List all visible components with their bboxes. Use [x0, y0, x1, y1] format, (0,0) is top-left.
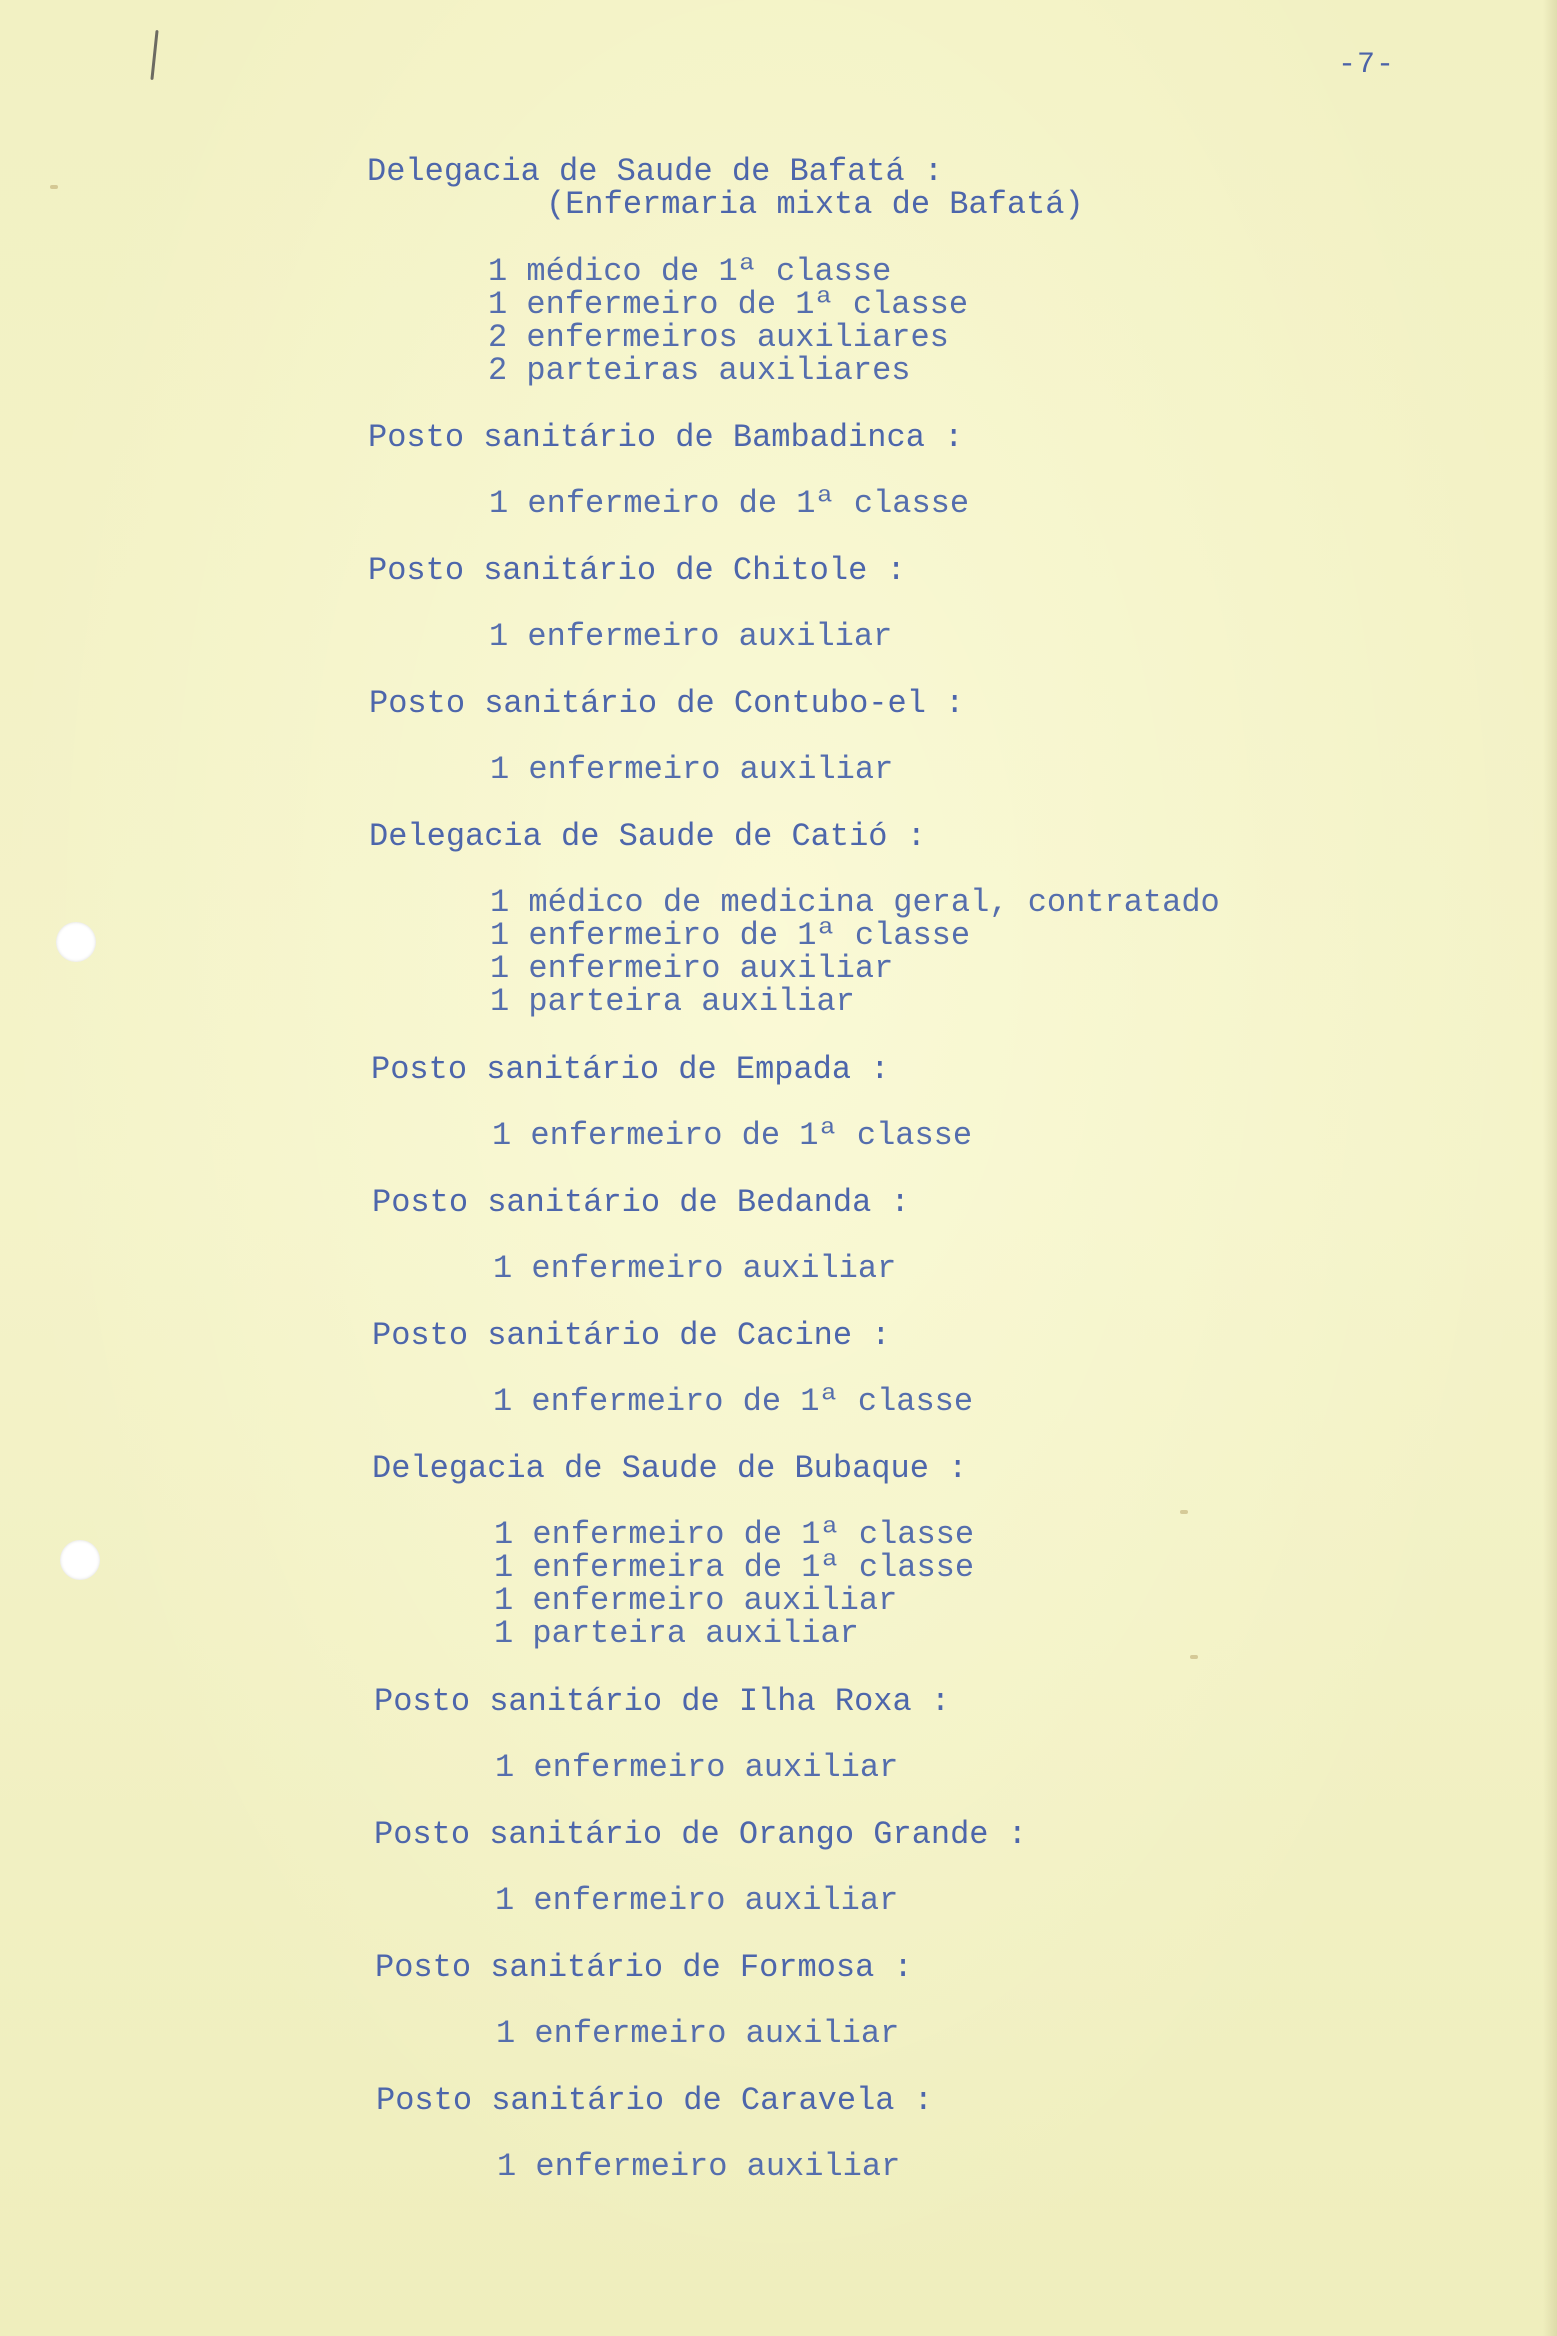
staff-item: 1 enfermeiro auxiliar: [496, 2015, 900, 2052]
section-heading: Delegacia de Saude de Bubaque :: [372, 1450, 968, 1487]
section-heading: Posto sanitário de Bedanda :: [372, 1184, 910, 1221]
page-edge-shadow: [1543, 0, 1557, 2336]
staff-item: 1 enfermeiro de 1ª classe: [492, 1117, 973, 1154]
staff-item: 1 enfermeiro auxiliar: [494, 1582, 898, 1619]
section-heading: Posto sanitário de Bambadinca :: [368, 419, 964, 456]
staff-item: 1 enfermeiro auxiliar: [489, 618, 893, 655]
staff-item: 1 médico de 1ª classe: [488, 253, 892, 290]
staff-item: 1 enfermeiro de 1ª classe: [490, 917, 971, 954]
section-subheading: (Enfermaria mixta de Bafatá): [546, 186, 1084, 223]
staff-item: 1 enfermeiro de 1ª classe: [489, 485, 970, 522]
paper-speck: [1190, 1655, 1198, 1659]
staff-item: 1 parteira auxiliar: [494, 1615, 859, 1652]
staff-item: 1 enfermeiro auxiliar: [497, 2148, 901, 2185]
section-heading: Delegacia de Saude de Bafatá :: [367, 153, 944, 190]
staff-item: 1 enfermeira de 1ª classe: [494, 1549, 975, 1586]
section-heading: Posto sanitário de Formosa :: [375, 1949, 913, 1986]
section-heading: Posto sanitário de Empada :: [371, 1051, 890, 1088]
section-heading: Posto sanitário de Contubo-el :: [369, 685, 965, 722]
section-heading: Posto sanitário de Chitole :: [368, 552, 906, 589]
section-heading: Posto sanitário de Ilha Roxa :: [374, 1683, 951, 1720]
staff-item: 1 parteira auxiliar: [490, 983, 855, 1020]
pencil-mark: [150, 30, 158, 80]
staff-item: 2 parteiras auxiliares: [488, 352, 911, 389]
page-number: -7-: [1338, 48, 1396, 82]
staff-item: 1 enfermeiro auxiliar: [495, 1882, 899, 1919]
staff-item: 1 enfermeiro auxiliar: [495, 1749, 899, 1786]
staff-item: 1 enfermeiro de 1ª classe: [488, 286, 969, 323]
staff-item: 1 enfermeiro de 1ª classe: [494, 1516, 975, 1553]
staff-item: 1 enfermeiro de 1ª classe: [493, 1383, 974, 1420]
staff-item: 1 médico de medicina geral, contratado: [490, 884, 1220, 921]
paper-speck: [1180, 1510, 1188, 1514]
staff-item: 1 enfermeiro auxiliar: [490, 950, 894, 987]
punch-hole-bottom: [60, 1540, 100, 1580]
staff-item: 2 enfermeiros auxiliares: [488, 319, 949, 356]
section-heading: Posto sanitário de Cacine :: [372, 1317, 891, 1354]
section-heading: Posto sanitário de Caravela :: [376, 2082, 933, 2119]
punch-hole-top: [56, 922, 96, 962]
staff-item: 1 enfermeiro auxiliar: [490, 751, 894, 788]
paper-speck: [50, 185, 58, 189]
section-heading: Delegacia de Saude de Catió :: [369, 818, 926, 855]
section-heading: Posto sanitário de Orango Grande :: [374, 1816, 1027, 1853]
staff-item: 1 enfermeiro auxiliar: [493, 1250, 897, 1287]
